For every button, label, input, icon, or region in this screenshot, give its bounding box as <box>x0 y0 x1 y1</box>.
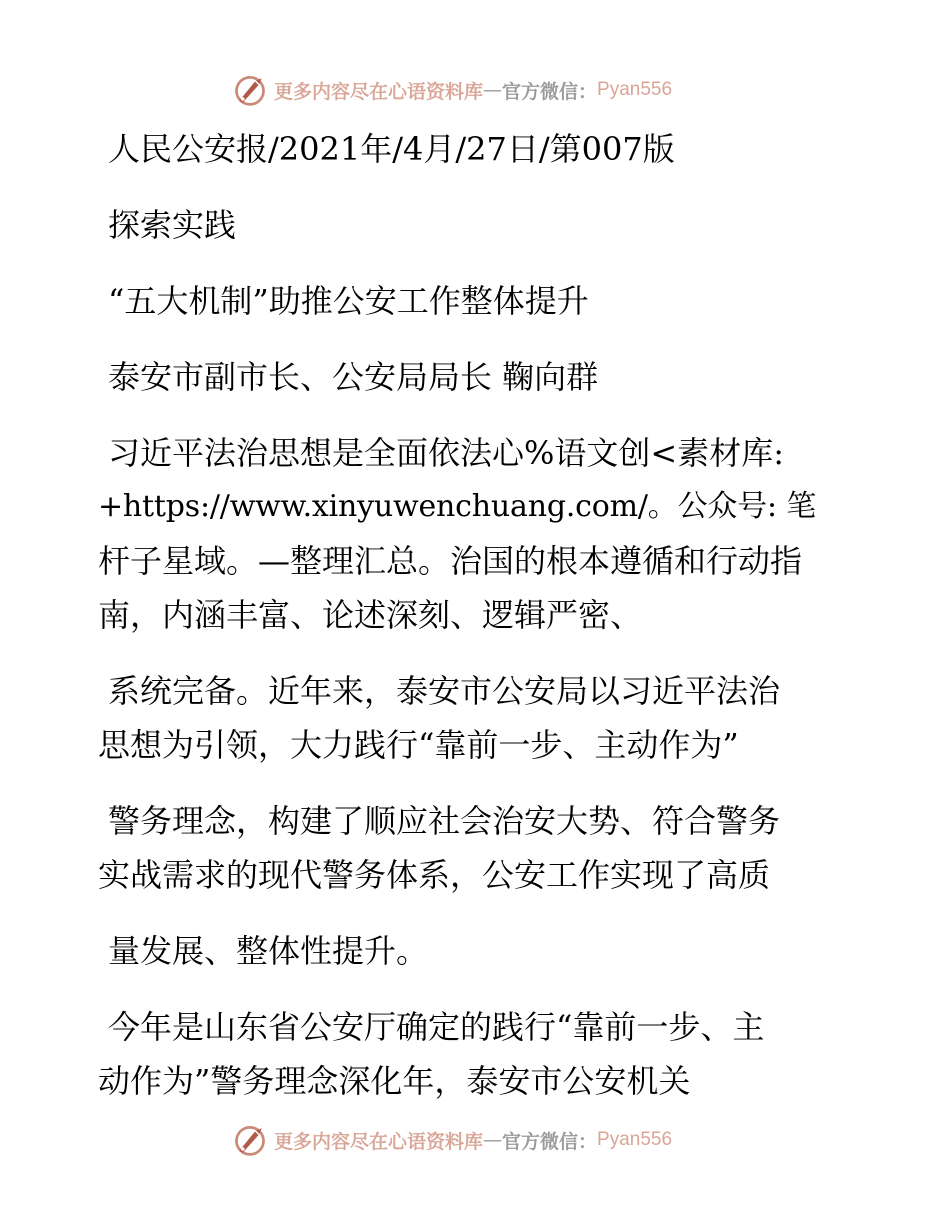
paragraph-line: 杆子星域。—整理汇总。治国的根本遵循和行动指 <box>98 542 803 580</box>
watermark-text: 更多内容尽在心语资料库 <box>274 80 484 103</box>
paragraph-line: 实战需求的现代警务体系，公安工作实现了高质 <box>98 856 771 894</box>
watermark-label: 官方微信： <box>502 1130 598 1153</box>
document-body <box>98 122 858 1108</box>
watermark-dash: — <box>483 79 503 101</box>
footer-watermark <box>232 1120 672 1160</box>
watermark-text: 更多内容尽在心语资料库 <box>274 1130 484 1153</box>
paragraph-line: 动作为”警务理念深化年，泰安市公安机关 <box>98 1062 691 1100</box>
header-watermark <box>232 70 672 110</box>
paragraph-line: 习近平法治思想是全面依法心%语文创<素材库: <box>108 434 785 472</box>
paragraph-line: 量发展、整体性提升。 <box>108 932 429 970</box>
source-line: 人民公安报/2021年/4月/27日/第007版 <box>108 130 675 168</box>
paragraph-line: 今年是山东省公安厅确定的践行“靠前一步、主 <box>108 1008 765 1046</box>
paragraph-line: +https://www.xinyuwenchuang.com/。公众号: 笔 <box>98 489 817 524</box>
paragraph-line: 南，内涵丰富、论述深刻、逻辑严密、 <box>98 596 643 634</box>
paragraph-line: 系统完备。近年来，泰安市公安局以习近平法治 <box>108 672 781 710</box>
watermark-id: Pyan556 <box>597 1129 673 1150</box>
paragraph-line: 思想为引领，大力践行“靠前一步、主动作为” <box>98 726 739 764</box>
pen-nib-logo-icon <box>232 1122 268 1158</box>
article-title: “五大机制”助推公安工作整体提升 <box>108 282 589 320</box>
paragraph-line: 警务理念，构建了顺应社会治安大势、符合警务 <box>108 802 781 840</box>
watermark-label: 官方微信： <box>502 80 598 103</box>
section-label: 探索实践 <box>108 206 237 244</box>
pen-nib-logo-icon <box>232 72 268 108</box>
watermark-dash: — <box>483 1129 503 1151</box>
article-author: 泰安市副市长、公安局局长 鞠向群 <box>108 358 599 396</box>
watermark-id: Pyan556 <box>597 79 673 100</box>
